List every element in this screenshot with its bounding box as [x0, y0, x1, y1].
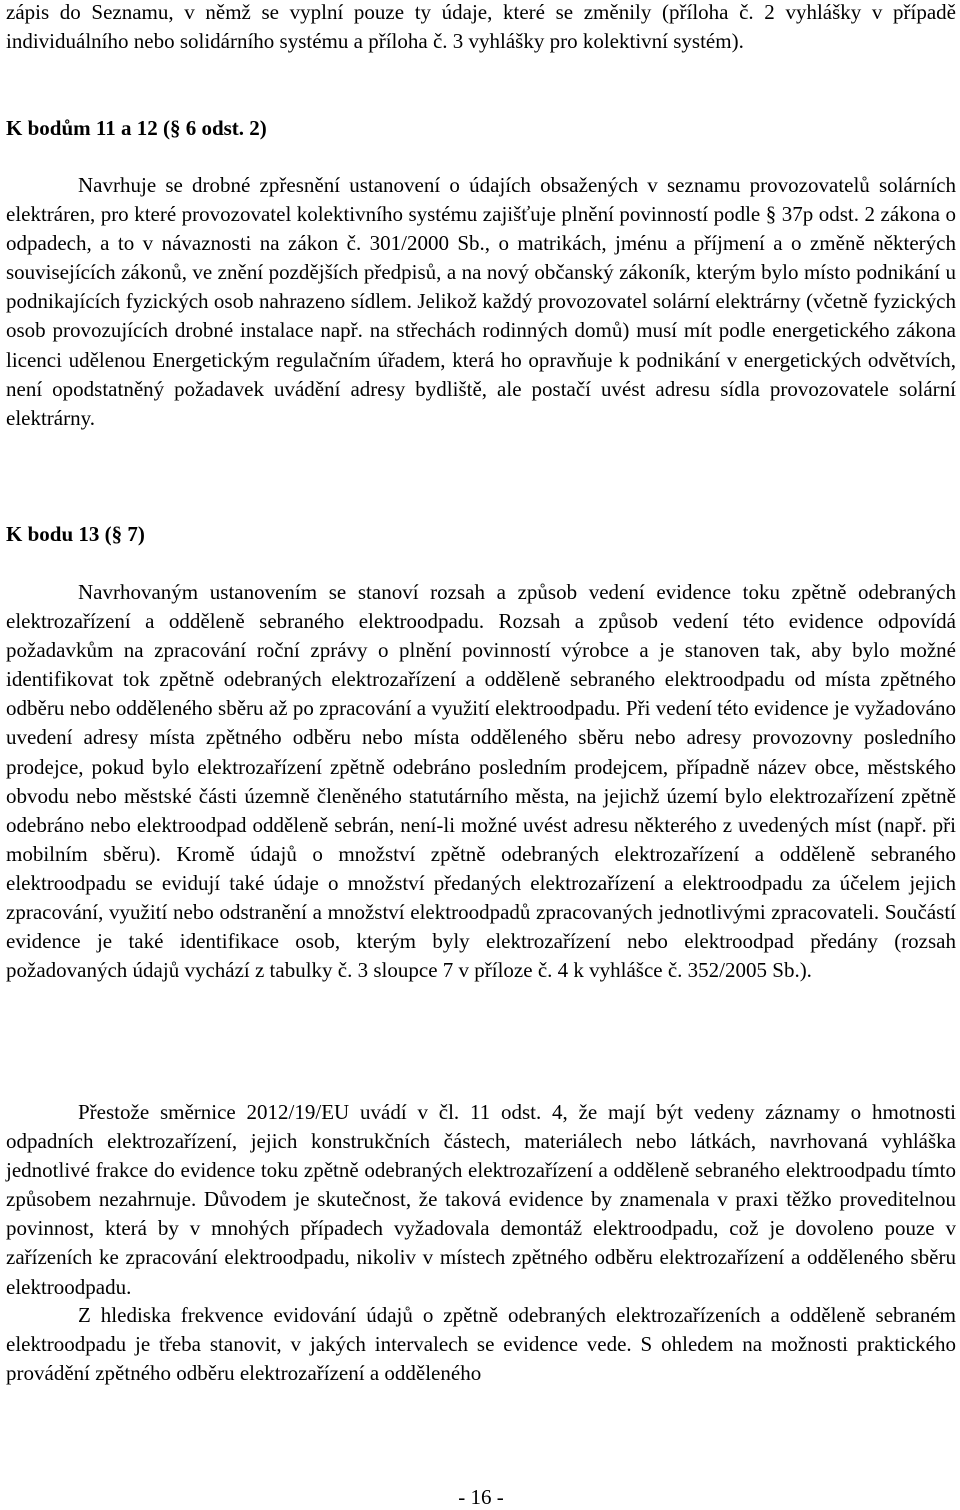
- paragraph-solar-plant-register: Navrhuje se drobné zpřesnění ustanovení o údajích obsažených v seznamu provozovatelů solárních elektráren, pro které provozovatel kolektivního systému zajišťuje plnění povinností podle § 37p odst. 2 zákona o odpadech, a to v návaznosti na zákon č. 301/2000 Sb., o matrikách, jménu a příjmení a o změně některých souvisejících zákonů, ve znění pozdějších předpisů, a na nový občanský zákoník, kterým bylo místo podnikání u podnikajících fyzických osob nahrazeno sídlem. Jelikož každý provozovatel solární elektrárny (včetně fyzických osob provozujících drobné instalace např. na střechách rodinných domů) musí mít podle energetického zákona licenci udělenou Energetickým regulačním úřadem, která ho opravňuje k podnikání v energetických odvětvích, není opodstatněný požadavek uvádění adresy bydliště, ale postačí uvést adresu sídla provozovatele solární elektrárny.: [6, 173, 956, 430]
- document-page: [6, 0, 956, 1509]
- page-number: - 16 -: [458, 1485, 504, 1509]
- paragraph-directive-records: Přestože směrnice 2012/19/EU uvádí v čl. 11 odst. 4, že mají být vedeny záznamy o hmotnosti odpadních elektrozařízení, jejich konstrukčních částech, materiálech nebo látkách, navrhovaná vyhláška jednotlivé frakce do evidence toku zpětně odebraných elektrozařízení a odděleně sebraného elektroodpadu tímto způsobem nezahrnuje. Důvodem je skutečnost, že taková evidence by znamenala v praxi těžko proveditelnou povinnost, která by v mnohých případech vyžadovala demontáž elektroodpadu, což je dovoleno pouze v zařízeních ke zpracování elektroodpadu, nikoliv v místech zpětného odběru elektrozařízení a odděleného sběru elektroodpadu.: [6, 1100, 956, 1299]
- section-heading-body-11-12: K bodům 11 a 12 (§ 6 odst. 2): [6, 116, 267, 140]
- paragraph-intro-continuation: zápis do Seznamu, v němž se vyplní pouze ty údaje, které se změnily (příloha č. 2 vyhlášky v případě individuálního nebo solidárního systému a příloha č. 3 vyhlášky pro kolektivní systém).: [6, 0, 956, 54]
- section-heading-body-13: K bodu 13 (§ 7): [6, 522, 145, 546]
- paragraph-recording-frequency: Z hlediska frekvence evidování údajů o zpětně odebraných elektrozařízeních a odděleně sebraném elektroodpadu je třeba stanovit, v jakých intervalech se evidence vede. S ohledem na možnosti praktického provádění zpětného odběru elektrozařízení a odděleného: [6, 1303, 956, 1386]
- paragraph-evidence-scope: Navrhovaným ustanovením se stanoví rozsah a způsob vedení evidence toku zpětně odebraných elektrozařízení a odděleně sebraného elektroodpadu. Rozsah a způsob vedení této evidence odpovídá požadavkům na zpracování roční zprávy o plnění povinností výrobce a je stanoven tak, aby bylo možné identifikovat tok zpětně odebraných elektrozařízení a odděleně sebraného elektroodpadu od místa zpětného odběru nebo odděleného sběru až po zpracování a využití elektroodpadu. Při vedení této evidence je vyžadováno uvedení adresy místa zpětného odběru nebo místa odděleného sběru nebo adresy provozovny posledního prodejce, pokud bylo elektrozařízení zpětně odebráno posledním prodejcem, případně název obce, městského obvodu nebo městské části územně členěného statutárního města, na jejichž území bylo elektrozařízení zpětně odebráno nebo elektroodpad odděleně sebrán, není-li možné uvést adresu některého z uvedených míst (např. při mobilním sběru). Kromě údajů o množství zpětně odebraných elektrozařízení a odděleně sebraného elektroodpadu se evidují také údaje o množství předaných elektrozařízení a elektroodpadu za účelem jejich zpracování, využití nebo odstranění a množství elektroodpadů zpracovaných jednotlivými zpracovateli. Součástí evidence je také identifikace osob, kterým byly elektrozařízení nebo elektroodpad předány (rozsah požadovaných údajů vychází z tabulky č. 3 sloupce 7 v příloze č. 4 k vyhlášce č. 352/2005 Sb.).: [6, 580, 956, 983]
